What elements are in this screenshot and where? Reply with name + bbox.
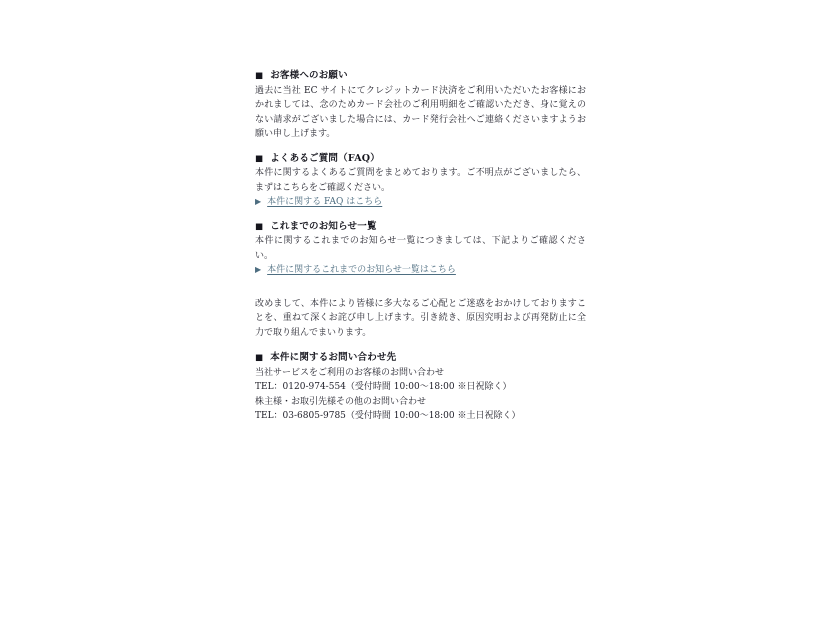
faq-heading-text: よくあるご質問（FAQ） [270,152,380,164]
apology-paragraph: 改めまして、本件により皆様に多大なるご心配とご迷惑をおかけしておりますことを、重ねて深くお詫び申し上げます。引き続き、原因究明および再発防止に全力で取り組んでまいります。 [255,298,586,338]
section-heading [255,69,586,84]
customer-request-paragraph: 過去に当社 EC サイトにてクレジットカード決済をご利用いただいたお客様におかれましては、念のためカード会社のご利用明細をご確認いただき、身に覚えのない請求がございました場合には、カード発行会社へご連絡くださいますようお願い申し上げます。 [255,85,586,139]
faq-paragraph: 本件に関するよくあるご質問をまとめております。ご不明点がございましたら、まずはこちらをご確認ください。 [255,168,586,193]
contact-shareholder-label: 株主様・お取引先様その他のお問い合わせ [255,396,427,407]
contact-customer-label: 当社サービスをご利用のお客様のお問い合わせ [255,367,445,378]
section-customer-request [255,69,586,142]
notice-list-heading-text: これまでのお知らせ一覧 [270,220,377,232]
square-bullet-icon: ■ [255,221,264,232]
section-heading [255,152,586,167]
section-notice-list [255,220,586,278]
section-contact [255,351,586,424]
section-heading [255,351,586,366]
notice-list-paragraph: 本件に関するこれまでのお知らせ一覧につきましては、下記よりご確認ください。 [255,236,586,261]
faq-link-label: 本件に関する FAQ はこちら [267,197,383,207]
triangle-arrow-icon: ▶ [255,197,262,206]
notice-list-link-label: 本件に関するこれまでのお知らせ一覧はこちら [267,265,456,275]
notice-list-link[interactable] [255,263,586,278]
customer-request-heading-text: お客様へのお願い [270,70,348,81]
contact-heading-text: 本件に関するお問い合わせ先 [270,352,397,363]
square-bullet-icon: ■ [255,353,264,363]
contact-shareholder-tel: TEL：03-6805-9785（受付時間 10:00～18:00 ※土日祝除く） [255,411,521,421]
faq-link[interactable] [255,195,586,210]
square-bullet-icon: ■ [255,71,264,81]
square-bullet-icon: ■ [255,153,264,164]
contact-customer-tel: TEL：0120-974-554（受付時間 10:00～18:00 ※日祝除く） [255,382,512,392]
notice-document [255,69,586,424]
triangle-arrow-icon: ▶ [255,265,262,274]
section-faq [255,152,586,210]
section-heading [255,220,586,235]
